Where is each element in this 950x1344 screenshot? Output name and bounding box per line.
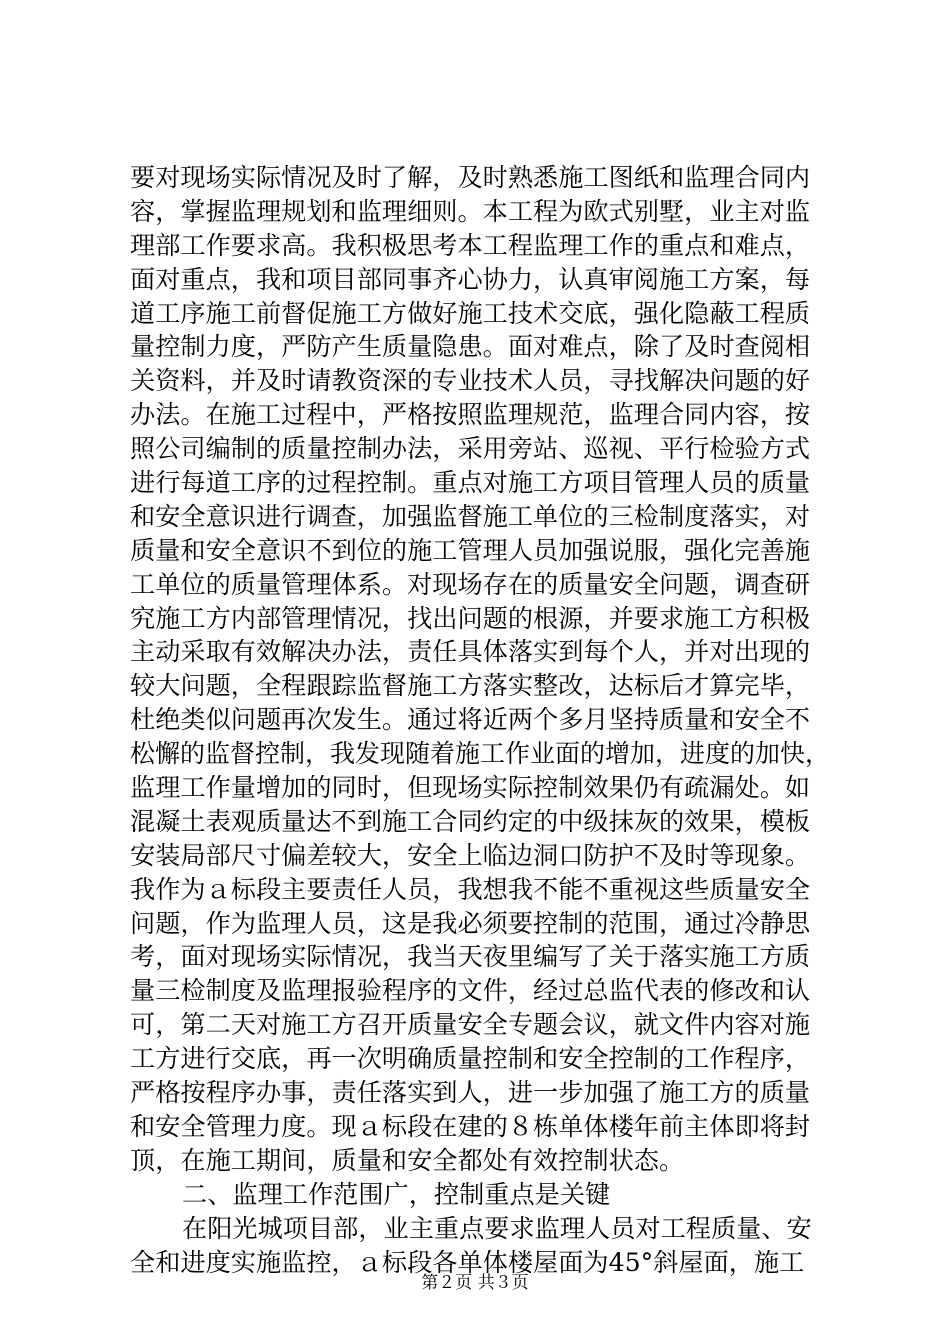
- text-line: 工方进行交底，再一次明确质量控制和安全控制的工作程序，: [130, 1044, 811, 1074]
- text-line: 杜绝类似问题再次发生。通过将近两个多月坚持质量和安全不: [130, 705, 811, 735]
- text-line: 全和进度实施监控，ａ标段各单体楼屋面为45°斜屋面，施工: [130, 1247, 805, 1277]
- text-line: 进行每道工序的过程控制。重点对施工方项目管理人员的质量: [130, 468, 811, 498]
- text-line: 顶，在施工期间，质量和安全都处有效控制状态。: [130, 1145, 685, 1175]
- text-line: 面对重点，我和项目部同事齐心协力，认真审阅施工方案，每: [130, 264, 811, 294]
- text-line: 工单位的质量管理体系。对现场存在的质量安全问题，调查研: [130, 569, 811, 599]
- text-line: 和安全管理力度。现ａ标段在建的８栋单体楼年前主体即将封: [130, 1111, 811, 1141]
- text-line: 较大问题，全程跟踪监督施工方落实整改，达标后才算完毕，: [130, 671, 811, 701]
- text-line: 混凝土表观质量达不到施工合同约定的中级抹灰的效果，模板: [130, 806, 811, 836]
- text-line: 量控制力度，严防产生质量隐患。面对难点，除了及时查阅相: [130, 332, 811, 362]
- text-line: 问题，作为监理人员，这是我必须要控制的范围，通过冷静思: [130, 908, 811, 938]
- text-line: 容，掌握监理规划和监理细则。本工程为欧式别墅，业主对监: [130, 196, 811, 226]
- text-line: 我作为ａ标段主要责任人员，我想我不能不重视这些质量安全: [130, 874, 811, 904]
- text-line: 要对现场实际情况及时了解，及时熟悉施工图纸和监理合同内: [130, 163, 811, 192]
- text-line: 道工序施工前督促施工方做好施工技术交底，强化隐蔽工程质: [130, 298, 811, 328]
- section-heading: 二、监理工作范围广，控制重点是关键: [182, 1179, 611, 1209]
- text-line: 关资料，并及时请教资深的专业技术人员，寻找解决问题的好: [130, 366, 811, 396]
- text-line: 办法。在施工过程中，严格按照监理规范，监理合同内容，按: [130, 400, 811, 430]
- text-line: 严格按程序办事，责任落实到人，进一步加强了施工方的质量: [130, 1078, 811, 1108]
- text-line: 理部工作要求高。我积极思考本工程监理工作的重点和难点，: [130, 230, 811, 260]
- text-line: 照公司编制的质量控制办法，采用旁站、巡视、平行检验方式: [130, 434, 811, 464]
- text-line: 安装局部尺寸偏差较大，安全上临边洞口防护不及时等现象。: [130, 840, 811, 870]
- page-footer: 第２页 共３页: [421, 1273, 529, 1293]
- text-line: 量三检制度及监理报验程序的文件，经过总监代表的修改和认: [130, 976, 811, 1006]
- text-line: 质量和安全意识不到位的施工管理人员加强说服，强化完善施: [130, 535, 811, 565]
- body-text: [130, 161, 830, 1279]
- text-line: 监理工作量增加的同时，但现场实际控制效果仍有疏漏处。如: [130, 773, 811, 803]
- text-line: 松懈的监督控制，我发现随着施工作业面的增加，进度的加快，: [130, 739, 831, 769]
- text-line: 和安全意识进行调查，加强监督施工单位的三检制度落实，对: [130, 501, 811, 531]
- text-line: 在阳光城项目部，业主重点要求监理人员对工程质量、安: [182, 1213, 812, 1243]
- paragraph-2: [130, 1212, 830, 1280]
- text-line: 主动采取有效解决办法，责任具体落实到每个人，并对出现的: [130, 637, 811, 667]
- text-line: 可，第二天对施工方召开质量安全专题会议，就文件内容对施: [130, 1010, 811, 1040]
- paragraph-1: [130, 161, 830, 1178]
- text-line: 考，面对现场实际情况，我当天夜里编写了关于落实施工方质: [130, 942, 811, 972]
- text-line: 究施工方内部管理情况，找出问题的根源，并要求施工方积极: [130, 603, 811, 633]
